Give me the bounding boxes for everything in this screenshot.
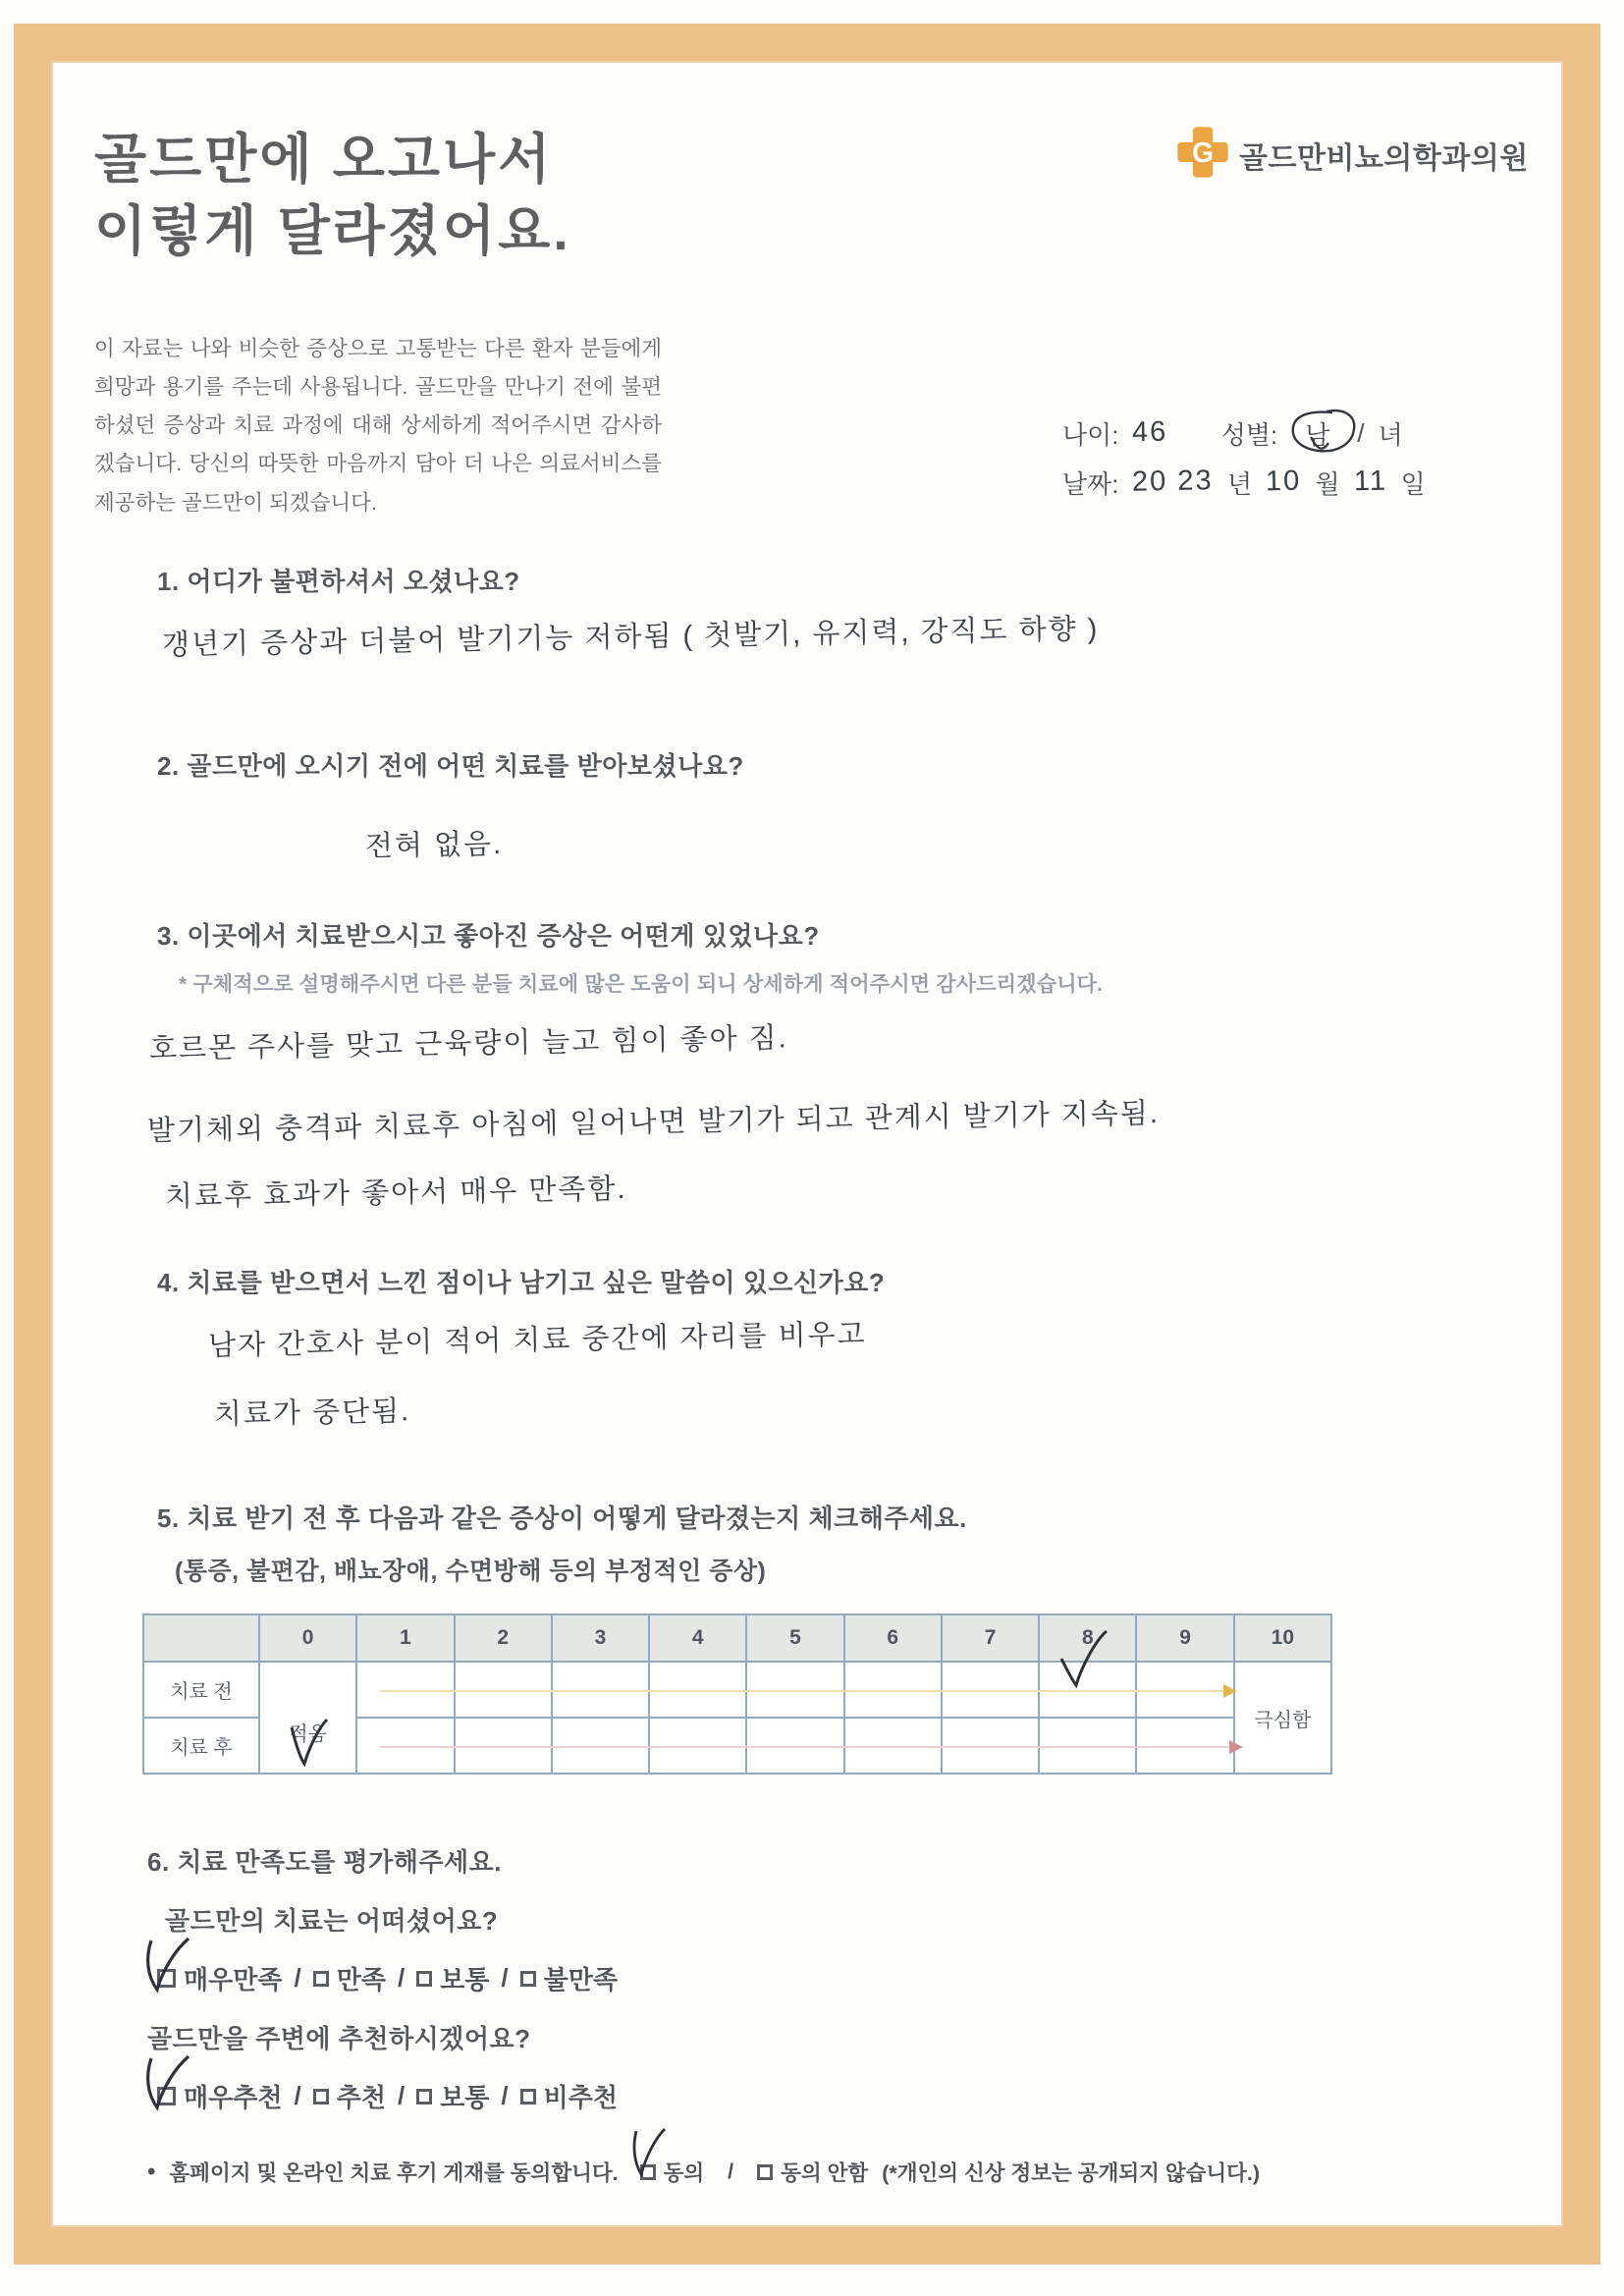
option-satisfied	[313, 1960, 386, 1996]
intro-paragraph: 이 자료는 나와 비슷한 증상으로 고통받는 다른 환자 분들에게 희망과 용기를 주는데 사용됩니다. 골드만을 만나기 전에 불편하셨던 증상과 치료 과정에 대해 상세하게 적어주시면 감사하겠습니다. 당신의 따뜻한 마음까지 담아 더 나은 의료서비스를 제공하는 골드만이 되겠습니다.	[94, 337, 662, 515]
scale-header-6: 6	[845, 1615, 943, 1663]
before-treatment-checkmark	[1056, 1629, 1110, 1694]
option-separator: /	[397, 1963, 406, 1993]
symptom-scale-table	[142, 1613, 1332, 1775]
age-gender-row	[1062, 409, 1426, 458]
question-1-answer-handwritten: 갱년기 증상과 더불어 발기기능 저하됨 ( 첫발기, 유지력, 강직도 하향 )	[161, 613, 1100, 662]
option-label-unsatisfied: 불만족	[543, 1965, 618, 1995]
gender-male-option	[1291, 413, 1343, 454]
checkbox-not-recommend	[520, 2089, 536, 2105]
option-very-satisfied	[157, 1960, 282, 1996]
scale-header-7: 7	[943, 1615, 1040, 1663]
consent-agree-label: 동의	[663, 2161, 705, 2185]
checkbox-neutral	[416, 1971, 432, 1987]
gender-label: 성별:	[1220, 419, 1278, 450]
question-3-answer-line3-handwritten: 치료후 효과가 좋아서 매우 만족함.	[164, 1173, 627, 1214]
question-5-label: 5. 치료 받기 전 후 다음과 같은 증상이 어떻게 달라졌는지 체크해주세요.	[157, 1503, 967, 1533]
question-2-label: 2. 골드만에 오시기 전에 어떤 치료를 받아보셨나요?	[157, 751, 744, 781]
option-neutral-recommend	[416, 2078, 489, 2114]
scale-header-8: 8	[1040, 1615, 1137, 1663]
privacy-note: (*개인의 신상 정보는 공개되지 않습니다.)	[882, 2161, 1261, 2185]
option-neutral	[416, 1960, 489, 1996]
scale-header-3: 3	[553, 1615, 650, 1663]
recommendation-checkmark	[141, 2052, 192, 2115]
consent-separator: /	[728, 2159, 734, 2183]
consent-disagree-option	[757, 2157, 868, 2187]
option-label-neutral-recommend: 보통	[440, 2083, 490, 2112]
consent-checkmark	[628, 2127, 668, 2182]
option-highly-recommend	[157, 2078, 282, 2114]
checkbox-recommend	[313, 2089, 329, 2105]
consent-agree-option	[640, 2157, 705, 2187]
age-value-handwritten: 46	[1132, 416, 1169, 449]
satisfaction-options	[157, 1960, 618, 1996]
option-separator: /	[294, 1963, 301, 1993]
after-row-scale-arrow	[380, 1746, 1230, 1748]
checkbox-neutral-recommend	[416, 2089, 432, 2105]
question-6-sub2: 골드만을 주변에 추천하시겠어요?	[147, 2024, 531, 2053]
question-6-label: 6. 치료 만족도를 평가해주세요.	[147, 1847, 502, 1877]
consent-text: 홈페이지 및 온라인 치료 후기 게재를 동의합니다.	[169, 2161, 619, 2185]
question-2-answer-handwritten: 전혀 없음.	[364, 828, 504, 863]
option-recommend	[313, 2078, 386, 2114]
gender-female-text: 녀	[1378, 419, 1403, 450]
gender-male-text: 남	[1305, 419, 1330, 450]
option-separator: /	[294, 2081, 301, 2110]
question-5-sublabel: (통증, 불편감, 배뇨장애, 수면방해 등의 부정적인 증상)	[175, 1558, 767, 1585]
page-title-line2: 이렇게 달라졌어요.	[94, 199, 571, 261]
option-label-highly-recommend: 매우추천	[184, 2083, 283, 2112]
option-label-satisfied: 만족	[336, 1965, 386, 1995]
handwritten-circle-mark	[1285, 404, 1365, 459]
option-separator: /	[397, 2081, 406, 2110]
clinic-name: 골드만비뇨의학과의원	[1239, 141, 1529, 175]
after-treatment-checkmark	[286, 1718, 331, 1769]
option-separator: /	[501, 2081, 509, 2110]
option-label-recommend: 추천	[336, 2083, 386, 2112]
scale-low-anchor-cell	[260, 1663, 357, 1775]
checkbox-disagree	[757, 2164, 773, 2180]
age-label: 나이:	[1062, 419, 1119, 450]
patient-info	[1062, 409, 1426, 507]
bullet: •	[147, 2158, 156, 2185]
clinic-cross-icon	[1176, 126, 1229, 184]
gender-slash: /	[1357, 417, 1365, 448]
year-suffix: 년	[1227, 468, 1253, 499]
day-suffix: 일	[1400, 468, 1426, 499]
question-6-sub1: 골드만의 치료는 어떠셨어요?	[165, 1906, 499, 1936]
question-4-answer-line1-handwritten: 남자 간호사 분이 적어 치료 중간에 자리를 비우고	[207, 1319, 867, 1362]
scale-header-1: 1	[357, 1615, 455, 1663]
question-3-answer-line2-handwritten: 발기체외 충격파 치료후 아침에 일어나면 발기가 되고 관계시 발기가 지속됨.	[146, 1098, 1161, 1147]
consent-disagree-label: 동의 안함	[781, 2161, 869, 2185]
option-label-not-recommend: 비추천	[543, 2083, 618, 2112]
question-1-label: 1. 어디가 불편하셔서 오셨나요?	[157, 567, 520, 596]
scale-header-0: 0	[260, 1615, 357, 1663]
date-row	[1062, 458, 1426, 507]
page-title	[94, 124, 571, 266]
option-label-neutral: 보통	[440, 1965, 490, 1995]
recommendation-options	[157, 2078, 618, 2114]
scale-low-label: 적음	[289, 1722, 327, 1745]
option-separator: /	[501, 1963, 509, 1993]
row-label-before-treatment: 치료 전	[144, 1663, 260, 1719]
month-suffix: 월	[1315, 468, 1340, 499]
date-month-handwritten: 10	[1265, 465, 1302, 498]
scale-header-4: 4	[650, 1615, 747, 1663]
question-3-label: 3. 이곳에서 치료받으시고 좋아진 증상은 어떤게 있었나요?	[157, 921, 820, 951]
question-4-label: 4. 치료를 받으면서 느낀 점이나 남기고 싶은 말씀이 있으신가요?	[157, 1268, 886, 1297]
scale-high-anchor-cell	[1235, 1663, 1332, 1775]
option-not-recommend	[520, 2078, 618, 2114]
option-label-very-satisfied: 매우만족	[184, 1965, 283, 1995]
scale-header-5: 5	[747, 1615, 844, 1663]
scale-header-9: 9	[1137, 1615, 1234, 1663]
row-label-after-treatment: 치료 후	[144, 1719, 260, 1775]
clinic-logo	[1176, 126, 1529, 184]
satisfaction-checkmark	[141, 1935, 192, 1997]
checkbox-satisfied	[313, 1971, 329, 1987]
scale-header-empty	[144, 1615, 260, 1663]
page-title-line1: 골드만에 오고나서	[94, 129, 554, 190]
scale-high-label: 극심함	[1254, 1709, 1312, 1731]
consent-line	[147, 2157, 1260, 2187]
date-label: 날짜:	[1062, 468, 1119, 499]
checkbox-unsatisfied	[520, 1971, 536, 1987]
scale-header-10: 10	[1235, 1615, 1332, 1663]
scale-header-2: 2	[456, 1615, 553, 1663]
svg-text:G: G	[1191, 137, 1215, 170]
date-day-handwritten: 11	[1353, 465, 1387, 498]
question-3-note: * 구체적으로 설명해주시면 다른 분들 치료에 많은 도움이 되니 상세하게 적어주시면 감사드리겠습니다.	[179, 973, 1104, 996]
date-year-handwritten: 20 23	[1132, 465, 1215, 499]
question-4-answer-line2-handwritten: 치료가 중단됨.	[213, 1395, 411, 1431]
question-3-answer-line1-handwritten: 호르몬 주사를 맞고 근육량이 늘고 힘이 좋아 짐.	[148, 1022, 788, 1066]
option-unsatisfied	[520, 1960, 618, 1996]
